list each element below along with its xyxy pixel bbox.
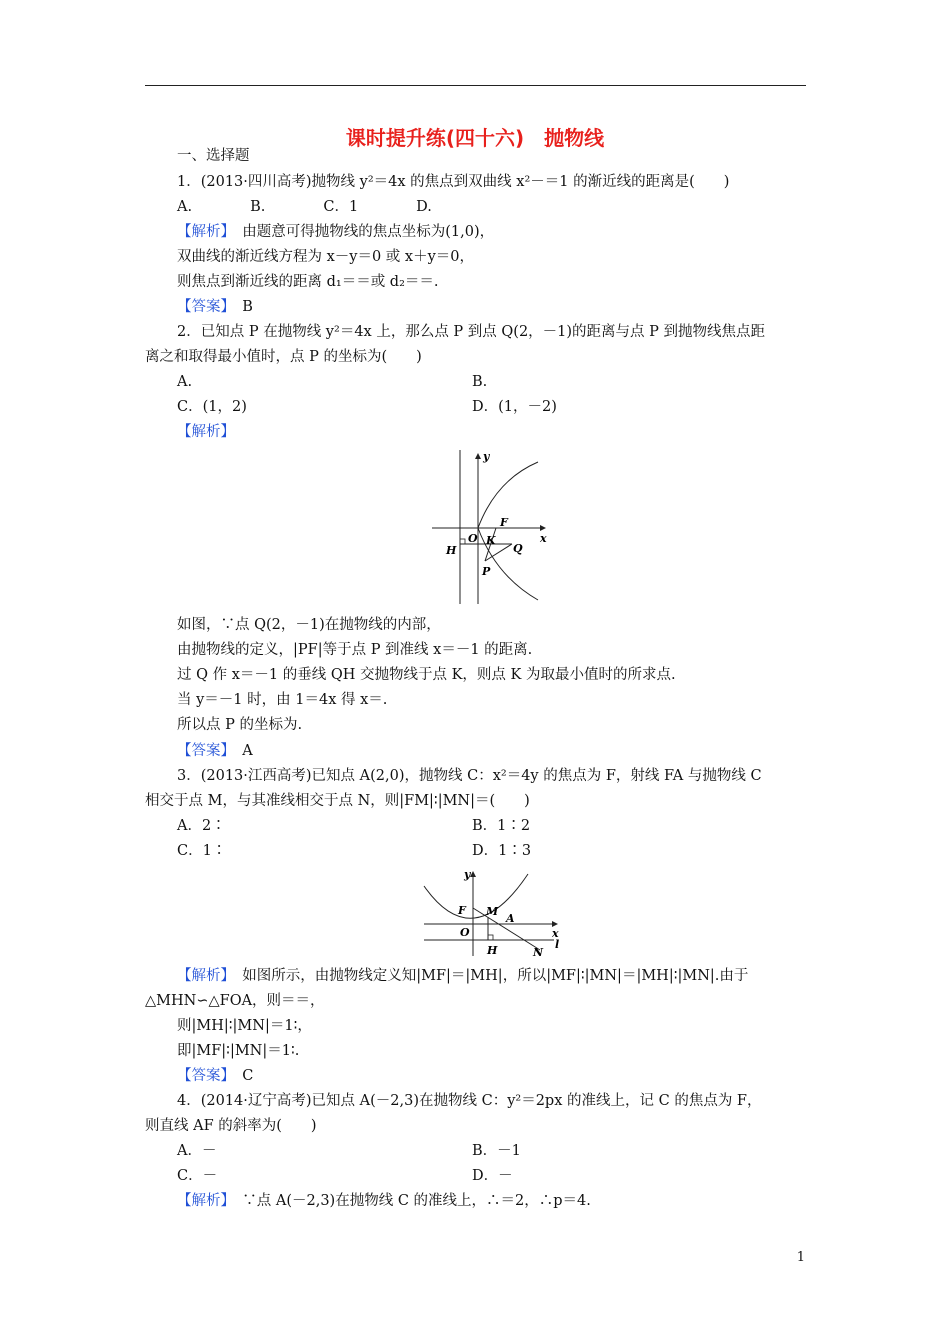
- q2-analysis-line2: 由抛物线的定义，|PF|等于点 P 到准线 x＝－1 的距离.: [177, 642, 533, 658]
- q2-analysis-line5: 所以点 P 的坐标为.: [177, 717, 303, 733]
- q3-answer-value: C: [242, 1068, 254, 1084]
- q2-analysis-line3: 过 Q 作 x＝－1 的垂线 QH 交抛物线于点 K，则点 K 为取最小值时的所求点.: [177, 667, 676, 683]
- q4-stem-line1: 4．(2014·辽宁高考)已知点 A(－2,3)在抛物线 C：y²＝2px 的准线上，记 C 的焦点为 F，: [177, 1093, 762, 1109]
- analysis-tag: 【解析】: [177, 224, 228, 240]
- y-axis-arrow: [475, 453, 481, 459]
- q3-option-b: B．1∶2: [472, 818, 531, 834]
- q3-figure: [418, 866, 568, 958]
- q2-analysis-tag-line: [177, 422, 235, 442]
- analysis-tag: 【解析】: [177, 424, 235, 440]
- label-h: H: [487, 944, 498, 957]
- label-h: H: [446, 544, 457, 557]
- q2-option-c: C．(1，2): [177, 399, 247, 415]
- q1-analysis-line1: 由题意可得抛物线的焦点坐标为(1,0)，: [242, 224, 495, 240]
- q3-analysis: [177, 966, 748, 986]
- label-a: A: [506, 912, 515, 925]
- label-x: x: [540, 532, 547, 545]
- q4-option-a: A．－: [177, 1143, 217, 1159]
- q2-analysis-line4: 当 y＝－1 时，由 1＝4x 得 x＝.: [177, 692, 388, 708]
- q3-analysis-line3: 则|MH|∶|MN|＝1∶，: [177, 1018, 312, 1034]
- q2-answer: [177, 741, 253, 761]
- q3-stem-line1: 3．(2013·江西高考)已知点 A(2,0)，抛物线 C：x²＝4y 的焦点为 F，射线 FA 与抛物线 C: [177, 768, 762, 784]
- q1-stem: 1．(2013·四川高考)抛物线 y²＝4x 的焦点到双曲线 x²－＝1 的渐近线的距离是( ): [177, 174, 730, 190]
- label-x: x: [552, 927, 559, 940]
- page-title: 课时提升练(四十六) 抛物线: [345, 126, 605, 150]
- q3-option-d: D．1∶3: [472, 843, 532, 859]
- q3-analysis-line4: 即|MF|∶|MN|＝1∶.: [177, 1043, 300, 1059]
- label-y: y: [483, 450, 490, 463]
- right-angle-mark: [460, 539, 465, 544]
- q2-analysis-line1: 如图，∵点 Q(2，－1)在抛物线的内部，: [177, 617, 441, 633]
- label-n: N: [533, 946, 544, 958]
- y-axis-arrow: [470, 871, 476, 877]
- q3-option-c: C．1∶: [177, 843, 227, 859]
- x-axis-arrow: [540, 525, 546, 531]
- q1-answer-value: B: [242, 299, 253, 315]
- label-f: F: [500, 516, 508, 529]
- section-heading: 一、选择题: [177, 148, 250, 164]
- q2-stem-line2: 离之和取得最小值时，点 P 的坐标为( ): [145, 349, 422, 365]
- label-y: y: [464, 868, 471, 881]
- q2-option-b: B.: [472, 374, 488, 390]
- answer-tag: 【答案】: [177, 1068, 228, 1084]
- label-f: F: [458, 904, 466, 917]
- label-l: l: [555, 938, 560, 951]
- q3-option-a: A．2∶: [177, 818, 226, 834]
- q1-answer: [177, 297, 253, 317]
- q2-answer-value: A: [242, 743, 253, 759]
- q2-option-a: A.: [177, 374, 193, 390]
- q4-analysis-line1: ∵点 A(－2,3)在抛物线 C 的准线上，∴＝2，∴p＝4.: [242, 1193, 591, 1209]
- q4-option-d: D．－: [472, 1168, 513, 1184]
- q1-analysis: [177, 222, 494, 242]
- q2-figure: [430, 448, 555, 606]
- answer-tag: 【答案】: [177, 743, 228, 759]
- label-m: M: [486, 905, 499, 918]
- analysis-tag: 【解析】: [177, 968, 228, 984]
- label-o: O: [460, 926, 470, 939]
- label-o: O: [468, 532, 478, 545]
- q2-option-d: D．(1，－2): [472, 399, 557, 415]
- q1-analysis-line3: 则焦点到渐近线的距离 d₁＝＝或 d₂＝＝.: [177, 274, 439, 290]
- header-rule: [145, 85, 806, 86]
- q3-analysis-line2: △MHN∽△FOA，则＝＝，: [145, 993, 325, 1009]
- q3-analysis-line1: 如图所示，由抛物线定义知|MF|＝|MH|，所以|MF|∶|MN|＝|MH|∶|MN|.由于: [242, 968, 749, 984]
- label-k: K: [486, 534, 496, 547]
- q4-stem-line2: 则直线 AF 的斜率为( ): [145, 1118, 317, 1134]
- q4-option-b: B．－1: [472, 1143, 521, 1159]
- q4-analysis: [177, 1191, 591, 1211]
- q4-option-c: C．－: [177, 1168, 218, 1184]
- analysis-tag: 【解析】: [177, 1193, 228, 1209]
- page-number: 1: [796, 1250, 805, 1265]
- label-q: Q: [513, 542, 523, 555]
- parabola: [478, 462, 538, 600]
- q2-stem-line1: 2．已知点 P 在抛物线 y²＝4x 上，那么点 P 到点 Q(2，－1)的距离与点 P 到抛物线焦点距: [177, 324, 766, 340]
- answer-tag: 【答案】: [177, 299, 228, 315]
- q1-options: A. B. C．1 D.: [177, 199, 432, 215]
- q1-analysis-line2: 双曲线的渐近线方程为 x－y＝0 或 x＋y＝0，: [177, 249, 475, 265]
- right-angle-mark: [488, 935, 493, 940]
- q3-answer: [177, 1066, 253, 1086]
- q3-stem-line2: 相交于点 M，与其准线相交于点 N，则|FM|∶|MN|＝( ): [145, 793, 530, 809]
- label-p: P: [482, 565, 491, 578]
